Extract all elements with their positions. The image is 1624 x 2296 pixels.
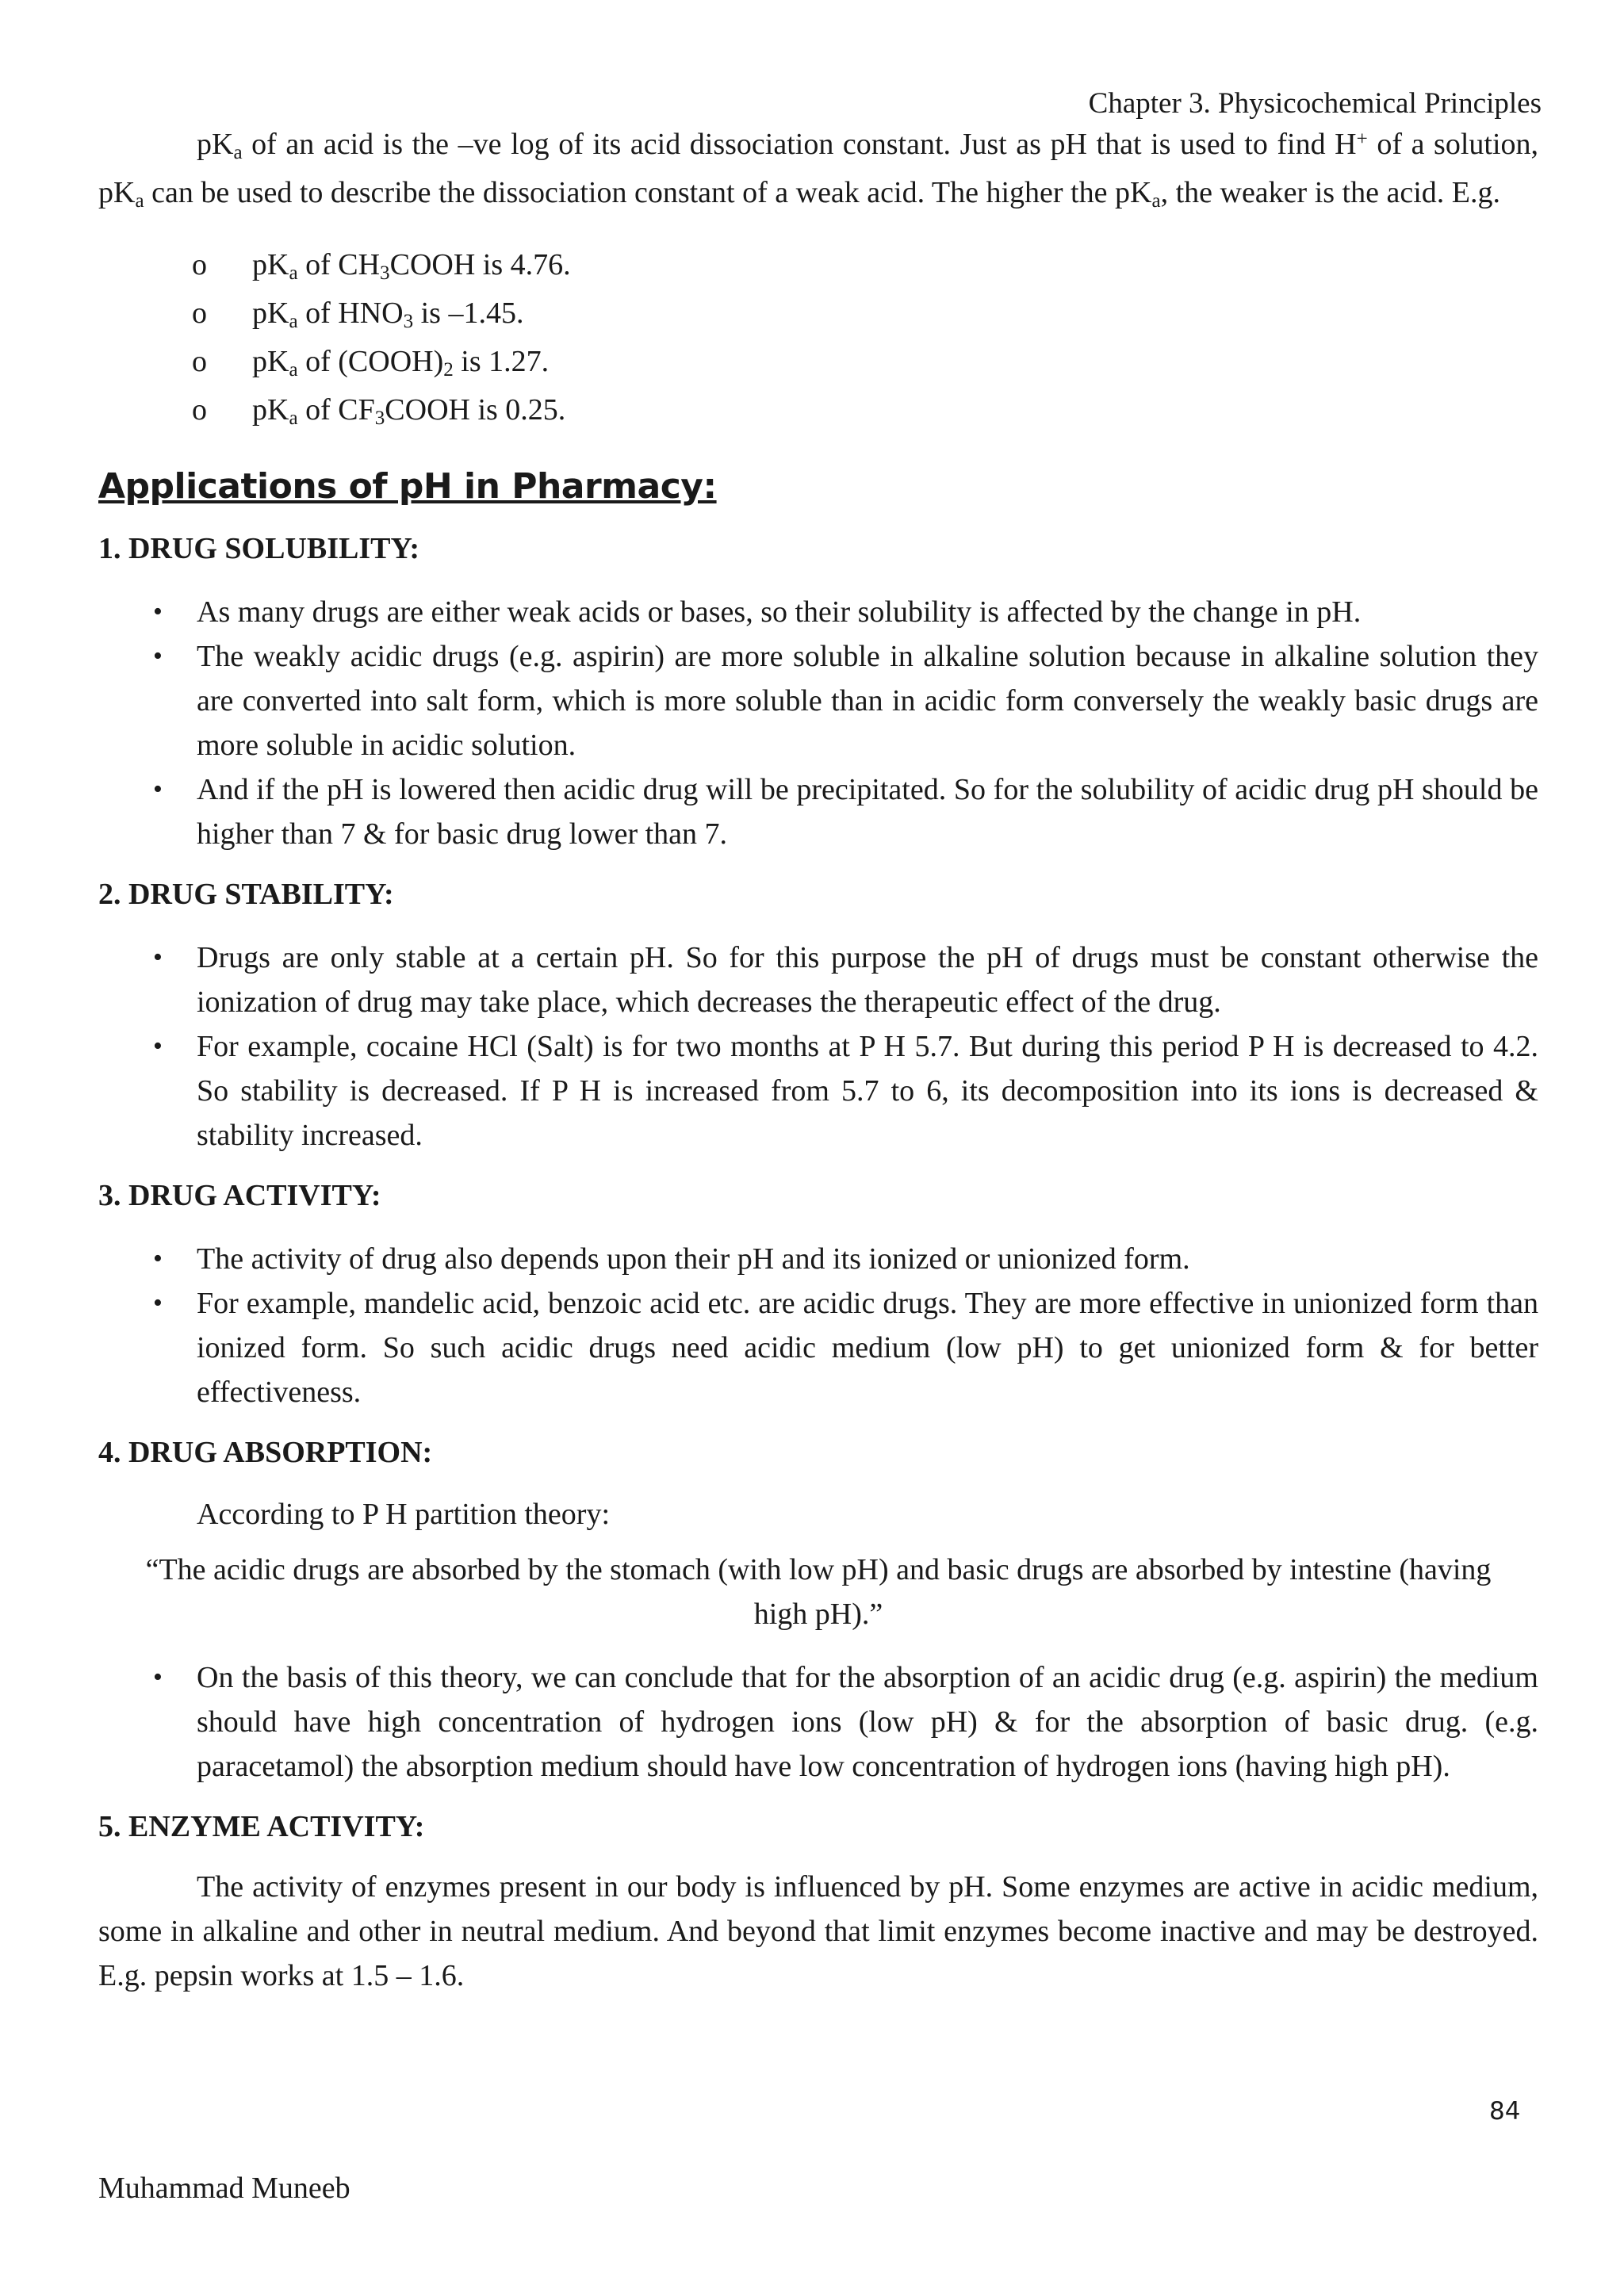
intro-paragraph: $pK_a$ of an acid is the –ve log of its acid dissociation constant. Just as pH that is used to find H+ of a solution, $pK_a$ can be used to describe the dissociation constant of a weak acid. The higher the $pK_a$, the weaker is the acid. E.g.: [98, 128, 1539, 212]
theory-quote: “The acidic drugs are absorbed by the stomach (with low pH) and basic drugs are absorbed by intestine (having high pH).”: [145, 1553, 1492, 1631]
list-item: • For example, mandelic acid, benzoic acid etc. are acidic drugs. They are more effective in unionized form than ionized form. So such acidic drugs need acidic medium (low pH) to get unionized form & for better effectiveness.: [197, 1281, 1538, 1414]
bullet-marker: •: [153, 775, 163, 804]
theory-intro: According to P H partition theory:: [197, 1498, 610, 1531]
list-marker: o: [192, 297, 207, 330]
list-item: • The activity of drug also depends upon their pH and its ionized or unionized form.: [197, 1237, 1538, 1281]
pka-list: [98, 243, 1538, 436]
section-heading-solubility: 1. DRUG SOLUBILITY:: [98, 532, 420, 565]
list-marker: o: [192, 248, 207, 281]
activity-bullets: [98, 1237, 1538, 1414]
applications-heading: Applications of pH in Pharmacy:: [98, 466, 717, 507]
section-heading-enzyme: 5. ENZYME ACTIVITY:: [98, 1810, 425, 1843]
list-item: • As many drugs are either weak acids or bases, so their solubility is affected by the change in pH.: [197, 590, 1538, 634]
bullet-marker: •: [153, 1031, 163, 1061]
page-content: [98, 86, 1542, 1998]
bullet-marker: •: [153, 943, 163, 972]
list-item: • The weakly acidic drugs (e.g. aspirin) are more soluble in alkaline solution because in alkaline solution they are converted into salt form, which is more soluble than in acidic form conversely the weakly basic drugs are more soluble in acidic solution.: [197, 634, 1538, 767]
section-heading-activity: 3. DRUG ACTIVITY:: [98, 1179, 381, 1212]
bullet-marker: •: [153, 1244, 163, 1273]
chapter-header: Chapter 3. Physicochemical Principles: [1088, 87, 1542, 120]
list-marker: o: [192, 393, 207, 427]
list-item: o $pK_a$ of $CF_3COOH$ is 0.25.: [252, 388, 1538, 436]
bullet-marker: •: [153, 1288, 163, 1318]
bullet-marker: •: [153, 597, 163, 626]
absorption-bullets: [98, 1655, 1538, 1789]
bullet-marker: •: [153, 1663, 163, 1692]
list-item: o $pK_a$ of $HNO_3$ is –1.45.: [252, 291, 1538, 339]
stability-bullets: [98, 936, 1538, 1158]
section-heading-absorption: 4. DRUG ABSORPTION:: [98, 1436, 433, 1469]
list-item: • Drugs are only stable at a certain pH. So for this purpose the pH of drugs must be constant otherwise the ionization of drug may take place, which decreases the therapeutic effect of the drug.: [197, 936, 1538, 1024]
list-item: • And if the pH is lowered then acidic drug will be precipitated. So for the solubility of acidic drug pH should be higher than 7 & for basic drug lower than 7.: [197, 767, 1538, 856]
list-item: o $pK_a$ of $(COOH)_2$ is 1.27.: [252, 339, 1538, 388]
list-item: o $pK_a$ of $CH_3COOH$ is 4.76.: [252, 243, 1538, 291]
list-marker: o: [192, 345, 207, 378]
list-item: • On the basis of this theory, we can conclude that for the absorption of an acidic drug (e.g. aspirin) the medium should have high concentration of hydrogen ions (low pH) & for the absorption of basic drug. (e.g. paracetamol) the absorption medium should have low concentration of hydrogen ions (having high pH).: [197, 1655, 1538, 1789]
list-item: • For example, cocaine HCl (Salt) is for two months at P H 5.7. But during this period P H is decreased to 4.2. So stability is decreased. If P H is increased from 5.7 to 6, its decomposition into its ions is decreased & stability increased.: [197, 1024, 1538, 1158]
page-number: 84: [1489, 2097, 1521, 2126]
section-heading-stability: 2. DRUG STABILITY:: [98, 878, 394, 911]
author-name: Muhammad Muneeb: [98, 2172, 350, 2205]
bullet-marker: •: [153, 641, 163, 671]
enzyme-paragraph: The activity of enzymes present in our body is influenced by pH. Some enzymes are active in acidic medium, some in alkaline and other in neutral medium. And beyond that limit enzymes become inactive and may be destroyed. E.g. pepsin works at 1.5 – 1.6.: [98, 1870, 1538, 1992]
solubility-bullets: [98, 590, 1538, 856]
